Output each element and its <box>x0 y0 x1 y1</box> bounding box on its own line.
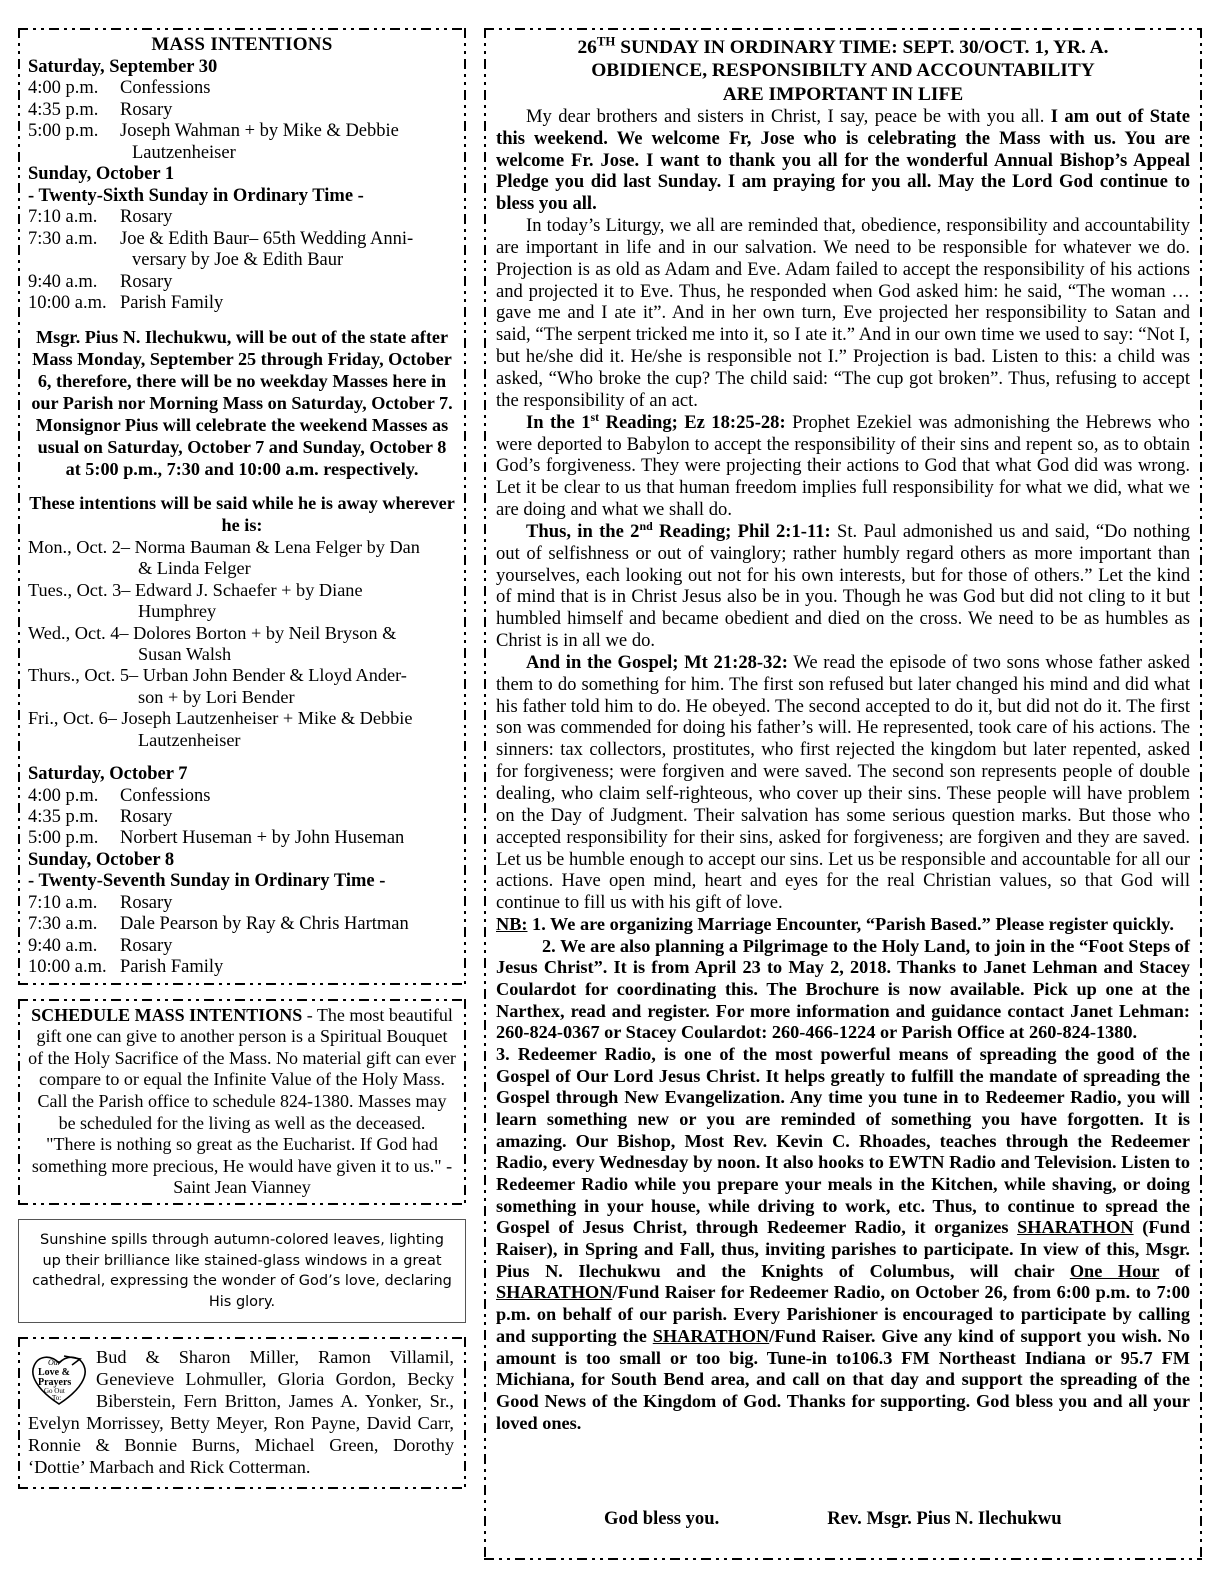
svg-text:Our: Our <box>48 1358 61 1368</box>
schedule-desc: Dale Pearson by Ray & Chris Hartman <box>120 914 409 935</box>
schedule-row <box>28 272 456 293</box>
schedule-box-paragraph <box>28 1005 456 1135</box>
day-heading: Saturday, September 30 <box>28 57 218 77</box>
homily-title-line-2: OBIDIENCE, RESPONSIBILTY AND ACCOUNTABILITY <box>591 60 1095 82</box>
schedule-desc: Parish Family <box>120 957 224 978</box>
sharathon-underline-3: SHARATHON <box>652 1325 770 1346</box>
day-heading: Sunday, October 1 <box>28 164 175 185</box>
greeting-bold-text: I am out of State this weekend. We welcome Fr, Jose who is celebrating the Mass with us. You are welcome Fr. Jose. I want to thank you all for the wonderful Annual Bishop’s Appeal Pledge you did last Sunday. I am praying for you all. May the Lord God continue to bless you all. <box>496 105 1190 215</box>
day-heading: Saturday, October 7 <box>28 764 188 785</box>
homily-title-line-1 <box>496 36 1190 59</box>
schedule-desc: Rosary <box>120 207 173 228</box>
second-reading-lead-sup: nd <box>639 518 653 533</box>
schedule-continuation: versary by Joe & Edith Baur <box>132 250 344 271</box>
schedule-row <box>28 957 456 978</box>
nb-label: NB: <box>496 914 528 935</box>
heart-prayers-icon <box>28 1349 90 1407</box>
schedule-desc: Rosary <box>120 99 173 120</box>
signoff-signature: Rev. Msgr. Pius N. Ilechukwu <box>827 1508 1062 1529</box>
one-hour-underline: One Hour <box>1069 1260 1160 1281</box>
prayer-list-box <box>18 1337 466 1489</box>
schedule-time: 10:00 a.m. <box>28 292 107 313</box>
schedule-time: 10:00 a.m. <box>28 957 107 978</box>
schedule-time: 9:40 a.m. <box>28 935 98 956</box>
homily-title-ordinal-suffix: TH <box>596 34 616 49</box>
day-subtitle: - Twenty-Seventh Sunday in Ordinary Time - <box>28 871 386 892</box>
schedule-time: 5:00 p.m. <box>28 121 99 142</box>
homily-paragraph-greeting <box>496 106 1190 215</box>
homily-paragraph-second-reading <box>496 518 1190 652</box>
nb-item-1-text: 1. We are organizing Marriage Encounter, “Parish Based.” Please register quickly. <box>527 914 1174 935</box>
schedule-time: 4:00 p.m. <box>28 78 99 99</box>
signoff-blessing: God bless you. <box>604 1508 720 1529</box>
nb-item-3 <box>496 1044 1190 1434</box>
weekday-intention-continuation: son + by Lori Bender <box>138 686 295 707</box>
first-reading-lead-pre: In the 1 <box>526 411 591 433</box>
homily-paragraph-first-reading <box>496 409 1190 521</box>
schedule-desc: Rosary <box>120 807 173 827</box>
nb-item-3-part-a: 3. Redeemer Radio, is one of the most powerful means of spreading the good of the Gospel of Our Lord Jesus Christ. It helps greatly to fulfill the mandate of spreading the Gospel through New Evangelization. Any time you tune in to Redeemer Radio, you will learn something new or you are reminded of something you have forgotten. It is amazing. Our Bishop, Most Rev. Kevin C. Rhoades, teaches through the Redeemer Radio, every Wednesday by noon. It also hooks to EWTN Radio and Television. Listen to Redeemer Radio while you prepare your meals in the Kitchen, while shaving, or doing something in your house, while driving to work, etc. Thus, to continue to spread the Gospel of Jesus Christ, through Redeemer Radio, it organizes <box>496 1044 1190 1238</box>
schedule-time: 4:35 p.m. <box>28 99 99 120</box>
schedule-box-body: - The most beautiful gift one can give to another person is a Spiritual Bouquet of the Holy Sacrifice of the Mass. No material gift can ever compare to or equal the Infinite Value of the Holy Mass. Call the Parish office to schedule 824-1380. Masses may be scheduled for the living as well as the deceased. <box>28 1004 456 1133</box>
second-reading-lead-post: Reading; Phil 2:1-11: <box>652 520 831 542</box>
svg-text:Prayers: Prayers <box>38 1377 72 1389</box>
schedule-time: 4:00 p.m. <box>28 785 99 806</box>
schedule-time: 7:30 a.m. <box>28 914 98 935</box>
schedule-row <box>28 807 456 828</box>
away-intentions-heading: These intentions will be said while he is away wherever he is: <box>29 493 455 536</box>
schedule-box-lead: SCHEDULE MASS INTENTIONS <box>31 1004 303 1025</box>
schedule-time: 5:00 p.m. <box>28 828 99 849</box>
schedule-desc: Confessions <box>120 785 211 806</box>
seasonal-reflection-text: Sunshine spills through autumn-colored leaves, lighting up their brilliance like stained-glass windows in a great cathedral, expressing the wonder of God’s love, declaring His glory. <box>32 1231 452 1310</box>
schedule-continuation: Lautzenheiser <box>132 142 236 163</box>
schedule-row <box>28 936 456 957</box>
day-heading: Sunday, October 8 <box>28 849 175 870</box>
left-column <box>18 28 466 1560</box>
weekday-intention-continuation: Humphrey <box>138 601 217 622</box>
greeting-normal-text: My dear brothers and sisters in Christ, I say, peace be with you all. <box>526 105 1051 127</box>
schedule-desc: Joseph Wahman + by Mike & Debbie <box>120 121 399 142</box>
sharathon-underline-1: SHARATHON <box>1017 1217 1134 1238</box>
signoff-row <box>496 1482 1190 1552</box>
svg-text:Love &: Love & <box>38 1367 70 1379</box>
schedule-row <box>28 293 456 314</box>
weekday-intention: Wed., Oct. 4– Dolores Borton + by Neil Bryson & <box>28 622 397 643</box>
schedule-time: 9:40 a.m. <box>28 271 98 292</box>
schedule-desc: Rosary <box>120 935 173 956</box>
schedule-desc: Rosary <box>120 271 173 292</box>
svg-text:Go Out: Go Out <box>44 1387 65 1396</box>
weekday-intention: Thurs., Oct. 5– Urban John Bender & Lloyd Ander- <box>28 665 407 686</box>
schedule-row <box>28 229 456 250</box>
schedule-row <box>28 78 456 99</box>
schedule-time: 7:10 a.m. <box>28 892 98 913</box>
schedule-box-quote: "There is nothing so great as the Eucharist. If God had something more precious, He would have given it to us." - Saint Jean Vianney <box>31 1134 453 1198</box>
nb-item-3-part-b: (Fund Raiser), in Spring and Fall, thus, inviting parishes to participate. In view of this, Msgr. Pius N. Ilechukwu and the Knights of Columbus, will chair <box>496 1217 1191 1281</box>
homily-title-line-3: ARE IMPORTANT IN LIFE <box>722 83 964 105</box>
schedule-row <box>28 893 456 914</box>
homily-paragraph-intro: In today’s Liturgy, we all are reminded that, obedience, responsibility and accountability are important in life and in our salvation. We need to be responsible for whatever we do. Projection is as old as Adam and Eve. Adam failed to accept the responsibility of his actions and projected it to Eve. Thus, he responded when God asked him: he said, “The woman … gave me and I ate it”. And in her own turn, Eve projected her responsibility to Satan and said, “The serpent tricked me into it, so I ate it.” And in our own time we used to say: “Not I, but he/she did it. He/she is responsible not I.” Projection is bad. Listen to this: a child was asked, “Who broke the cup? The child said: “The cup got broken”. Thus, refusing to accept the responsibility of an act. <box>496 215 1190 411</box>
nb-item-2: 2. We are also planning a Pilgrimage to the Holy Land, to join in the “Foot Steps of Jesus Christ”. It is from April 23 to May 2, 2018. Thanks to Janet Lehman and Stacey Coulardot for coordinating this. The Brochure is now available. Pick up one at the Narthex, read and register. For more information and guidance contact Janet Lehman: 260-824-0367 or Stacey Coulardot: 260-466-1224 or Parish Office at 260-824-1380. <box>496 935 1190 1043</box>
day-subtitle: - Twenty-Sixth Sunday in Ordinary Time - <box>28 185 364 206</box>
first-reading-body: Prophet Ezekiel was admonishing the Hebrews who were deported to Babylon to accept the responsibility of their sins and repent so, as to obtain God’s forgiveness. They were projecting their actions to God that what God did was wrong. Let it be clear to us that human freedom implies full responsibility for what we did, what we are doing and what we shall do. <box>496 411 1190 521</box>
weekday-intention: Tues., Oct. 3– Edward J. Schaefer + by Diane <box>28 579 363 600</box>
schedule-time: 7:10 a.m. <box>28 207 98 228</box>
schedule-row <box>28 914 456 935</box>
mass-intentions-box <box>18 28 466 985</box>
svg-text:To:: To: <box>52 1394 62 1403</box>
first-reading-lead-sup: st <box>590 409 600 424</box>
schedule-desc: Confessions <box>120 78 211 99</box>
first-reading-lead-post: Reading; Ez 18:25-28: <box>599 411 786 433</box>
schedule-desc: Joe & Edith Baur– 65th Wedding Anni- <box>120 228 414 249</box>
pastor-absence-notice: Msgr. Pius N. Ilechukwu, will be out of the state after Mass Monday, September 25 through Friday, October 6, therefore, there will be no weekday Masses here in our Parish nor Morning Mass on Saturday, October 7. Monsignor Pius will celebrate the weekend Masses as usual on Saturday, October 7 and Sunday, October 8 at 5:00 p.m., 7:30 and 10:00 a.m. respectively. <box>31 327 453 479</box>
second-reading-body: St. Paul admonished us and said, “Do nothing out of selfishness or out of vainglory; rather humbly regard others as more important than yourselves, each looking out not for his own interests, but for those of others.” Let the kind of mind that is in Christ Jesus also be in you. Though he was God but did not cling to it but humbled himself and became obedient and died on the cross. We need to be as humbles as Christ is in all we do. <box>496 520 1190 652</box>
prayer-list-names: Bud & Sharon Miller, Ramon Villamil, Genevieve Lohmuller, Gloria Gordon, Becky Biberstein, Fern Britton, James A. Yonker, Sr., Evelyn Morrissey, Betty Meyer, Ron Payne, David Carr, Ronnie & Bonnie Burns, Michael Green, Dorothy ‘Dottie’ Marbach and Rick Cotterman. <box>28 1347 454 1478</box>
seasonal-reflection-box <box>18 1219 466 1323</box>
weekday-intention-continuation: & Linda Felger <box>138 558 251 579</box>
homily-box <box>484 28 1202 1560</box>
schedule-row <box>28 121 456 142</box>
schedule-time: 7:30 a.m. <box>28 228 98 249</box>
schedule-row <box>28 207 456 228</box>
weekday-intention: Fri., Oct. 6– Joseph Lautzenheiser + Mike & Debbie <box>28 708 413 729</box>
weekday-intention-continuation: Lautzenheiser <box>138 729 241 750</box>
mass-intentions-title: MASS INTENTIONS <box>151 34 333 55</box>
schedule-row <box>28 100 456 121</box>
sharathon-underline-2: SHARATHON <box>496 1282 613 1303</box>
homily-title-rest: SUNDAY IN ORDINARY TIME: SEPT. 30/OCT. 1, YR. A. <box>615 37 1109 58</box>
weekday-intention: Mon., Oct. 2– Norma Bauman & Lena Felger by Dan <box>28 537 420 558</box>
homily-title-number: 26 <box>577 37 597 58</box>
schedule-row <box>28 828 456 849</box>
gospel-lead: And in the Gospel; Mt 21:28-32: <box>526 651 788 673</box>
schedule-mass-intentions-box <box>18 999 466 1205</box>
schedule-desc: Norbert Huseman + by John Huseman <box>120 828 405 849</box>
schedule-time: 4:35 p.m. <box>28 807 99 827</box>
gospel-body: We read the episode of two sons whose father asked them to do something for him. The first son refused but later changed his mind and did what his father told him to do. He obeyed. The second accepted to do it, but did not do it. The first son was commended for doing his father’s will. He represented, took care of his actions. The sinners: tax collectors, prostitutes, who first rejected the kingdom but later repented, asked for forgiveness; were forgiven and were saved. The second son represents people of double dealing, who claim self-righteous, who cover up their sins. These people will have problem on the Day of Judgment. Their salvation has some serious question marks. But those who accepted responsibility for their sins, asked for forgiveness; are forgiven and they are saved. Let us be humble enough to accept our sins. Let us be responsible and accountable for all our actions. Have open mind, heart and eyes for the real Christian values, so that God will continue to fill us with his gift of love. <box>496 651 1190 914</box>
schedule-desc: Rosary <box>120 892 173 913</box>
nb-item-3-part-c: of <box>1159 1260 1190 1281</box>
homily-paragraph-gospel <box>496 652 1190 914</box>
nb-item-3-part-d: /Fund Raiser for Redeemer Radio, on October 26, from 6:00 p.m. to 7:00 p.m. on behalf of our parish. Every Parishioner is encouraged to participate by calling and supporting the <box>496 1282 1190 1346</box>
nb-item-1 <box>496 914 1190 936</box>
schedule-row <box>28 786 456 807</box>
weekday-intention-continuation: Susan Walsh <box>138 644 232 665</box>
nb-item-3-part-e: /Fund Raiser. Give any kind of support you wish. No amount is too small or too big. Tune-in to106.3 FM Northeast Indiana or 95.7 FM Michiana, for South Bend area, and call on that day and support the spreading of the Good News of the Kingdom of God. Thanks for supporting. God bless you and all your loved ones. <box>496 1325 1190 1433</box>
second-reading-lead-pre: Thus, in the 2 <box>526 520 640 542</box>
schedule-desc: Parish Family <box>120 292 224 313</box>
right-column <box>484 28 1202 1560</box>
